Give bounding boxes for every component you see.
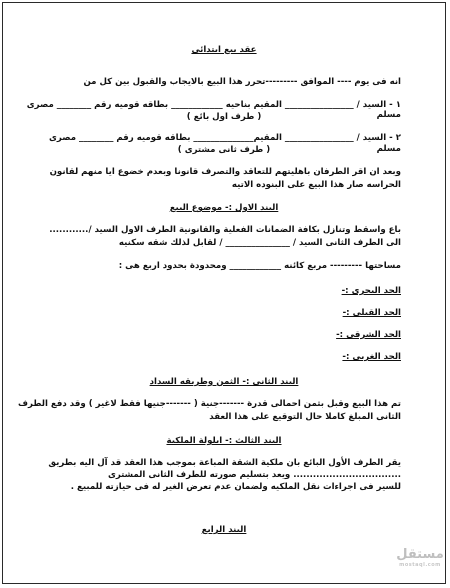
clause2-heading: البند الثانى :- الثمن وطريقه السداد <box>149 377 299 387</box>
clause1-heading: البند الاول :- موضوع البيع <box>169 203 279 213</box>
preamble-line2: الحراسه صار هذا البيع على البنوده الاتيه <box>231 180 401 190</box>
contract-page <box>2 2 446 584</box>
party2-religion: مسلم <box>376 144 401 154</box>
clause3-line2: ................................. ويعد بتسليم صورته للطرف الثانى المشترى <box>107 470 401 480</box>
border-south: الحد القبلى :- <box>342 308 401 318</box>
preamble-line1: وبعد ان اقر الطرفان باهليتهم للتعاقد والتصرف قانونا وبعدم خضوع ايا منهم لقانون <box>49 167 401 177</box>
watermark-logo-text: مستقل <box>396 547 444 562</box>
border-east: الحد الشرقى :- <box>336 330 401 340</box>
intro-line: انه فى يوم ---- الموافق ---------تحرر هذا البيع بالايجاب والقبول بين كل من <box>83 77 401 87</box>
contract-title: عقد بيع ابتدائى <box>191 45 257 55</box>
clause4-heading: البند الرابع <box>201 525 247 535</box>
clause3-heading: البند الثالث :- ايلولة الملكية <box>166 436 282 446</box>
clause1-line2: الى الطرف الثانى السيد / _______________ / لقابل لذلك شقه سكنيه <box>118 238 401 248</box>
party1-religion: مسلم <box>376 110 401 120</box>
clause1-line1: باع واسقط وتنازل بكافة الضمانات الفعلية والقانونية الطرف الاول السيد /............ <box>49 225 401 235</box>
party2-line1: ٢ - السيد / ________________ المقيم______________ بطاقه قوميه رقم ________ مصرى <box>49 133 401 143</box>
watermark-logo <box>394 548 446 568</box>
party2-role: ( طرف ثانى مشترى ) <box>177 145 271 155</box>
border-north: الحد البحرى :- <box>341 286 401 296</box>
clause3-line3: للسير فى اجراءات نقل الملكيه ولضمان عدم تعرض الغير له فى حيازته للمبيع . <box>70 482 401 492</box>
clause1-line3: مساحتها --------- مربع كائنه ____________ ومحدودة بحدود اربع هى : <box>118 261 401 271</box>
clause2-line1: تم هذا البيع وقبل بثمن احمالى قدرة -------جنية ( -------جنيها فقط لاغير ) وقد دفع الطرف <box>18 399 401 409</box>
party1-role: ( طرف اول بائع ) <box>186 112 262 122</box>
party1-line1: ١ - السيد / ________________ المقيم بناحيه ____________ بطاقه قوميه رقم ________ مصرى <box>26 100 401 110</box>
watermark-domain: mostaql.com <box>399 562 441 568</box>
clause2-line2: الثانى المبلغ كاملا حال التوقيع على هذا العقد <box>209 412 401 422</box>
clause3-line1: يقر الطرف الأول البائع بان ملكية الشقة المباعة بموجب هذا العقد قد آل اليه بطريق <box>48 458 401 468</box>
border-west: الحد الغربى :- <box>342 352 401 362</box>
